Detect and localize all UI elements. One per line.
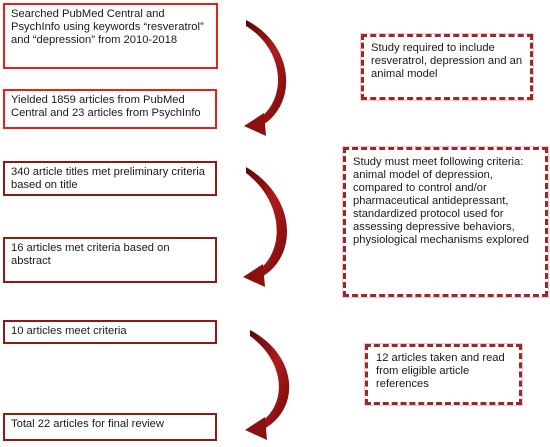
flow-box-abstract-screen-text: 16 articles met criteria based on abstract bbox=[11, 242, 170, 267]
flow-box-yielded-text: Yielded 1859 articles from PubMed Central and 23 articles from PsychInfo bbox=[11, 94, 201, 119]
flow-box-meet-criteria-text: 10 articles meet criteria bbox=[11, 325, 127, 337]
flow-box-title-screen-text: 340 article titles met preliminary criteria based on title bbox=[11, 166, 205, 191]
criteria-box-references-text: 12 articles taken and read from eligible article references bbox=[376, 352, 505, 390]
curved-arrow-2 bbox=[243, 167, 287, 287]
criteria-box-study-text: Study must meet following criteria: animal model of depression, compared to control and/or pharmaceutical antidepressant, standardized protocol used for assessing depressive behaviors, physiological mechanisms explored bbox=[353, 156, 529, 246]
flow-box-search-text: Searched PubMed Central and PsychInfo using keywords “resveratrol” and “depression” from 2010-2018 bbox=[11, 8, 204, 46]
curved-arrow-3 bbox=[245, 330, 289, 440]
curved-arrow-1 bbox=[244, 20, 286, 136]
flow-box-total-text: Total 22 articles for final review bbox=[11, 418, 164, 430]
criteria-box-inclusion-text: Study required to include resveratrol, depression and an animal model bbox=[371, 42, 523, 80]
